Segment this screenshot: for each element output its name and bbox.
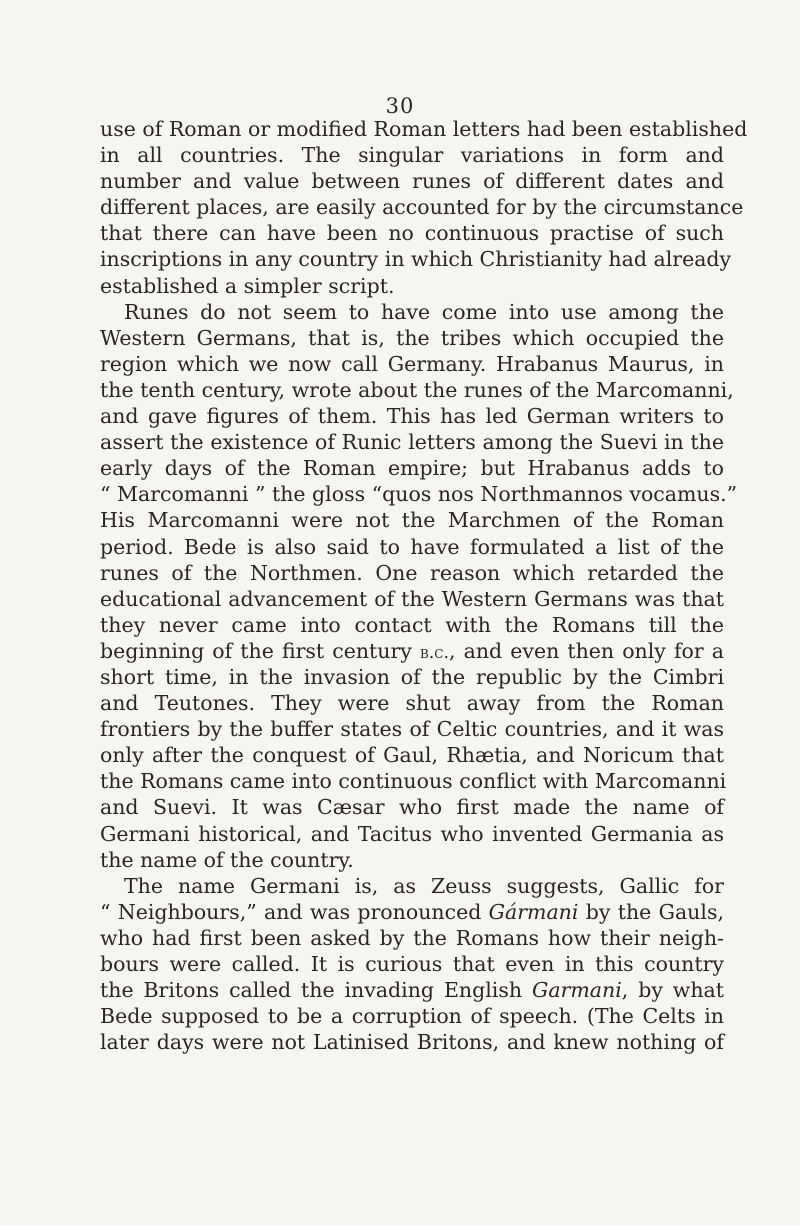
text-line: educational advancement of the Western Germans was that xyxy=(100,586,724,611)
text-line: different places, are easily accounted for by the circumstance xyxy=(100,195,744,220)
text-line: “ Neighbours,” and was pronounced Gármani by the Gauls, xyxy=(100,899,724,924)
text-line: region which we now call Germany. Hrabanus Maurus, in xyxy=(100,351,724,376)
text-line: “ Marcomanni ” the gloss “quos nos Northmannos vocamus.” xyxy=(100,482,738,507)
text-line: they never came into contact with the Romans till the xyxy=(100,612,724,637)
text-line: short time, in the invasion of the republic by the Cimbri xyxy=(100,664,724,689)
text-line: His Marcomanni were not the Marchmen of the Roman xyxy=(100,508,724,533)
text-line: later days were not Latinised Britons, and knew nothing of xyxy=(100,1030,724,1055)
text-line: number and value between runes of different dates and xyxy=(100,169,724,194)
body-text xyxy=(100,116,748,1055)
text-line: The name Germani is, as Zeuss suggests, Gallic for xyxy=(124,873,724,898)
text-line: early days of the Roman empire; but Hrabanus adds to xyxy=(100,456,724,481)
text-line: who had first been asked by the Romans how their neigh- xyxy=(100,925,724,950)
text-line: frontiers by the buffer states of Celtic countries, and it was xyxy=(100,717,724,742)
page-number: 30 xyxy=(385,94,415,118)
text-line: Western Germans, that is, the tribes which occupied the xyxy=(100,325,724,350)
text-line: bours were called. It is curious that even in this country xyxy=(100,952,724,976)
text-line: the Romans came into continuous conflict with Marcomanni xyxy=(100,769,727,794)
text-line: Germani historical, and Tacitus who invented Germania as xyxy=(100,821,724,846)
text-line: Runes do not seem to have come into use among the xyxy=(124,299,724,324)
text-line: inscriptions in any country in which Christianity had already xyxy=(100,247,732,272)
text-line: the name of the country. xyxy=(100,847,354,872)
text-line: in all countries. The singular variations in form and xyxy=(100,143,724,168)
text-line: and Suevi. It was Cæsar who first made the name of xyxy=(100,795,724,820)
text-line: beginning of the first century b.c., and even then only for a xyxy=(100,638,724,663)
text-line: Bede supposed to be a corruption of speech. (The Celts in xyxy=(100,1004,724,1029)
text-line: the Britons called the invading English Garmani, by what xyxy=(100,978,725,1003)
text-line: assert the existence of Runic letters among the Suevi in the xyxy=(100,430,724,455)
text-line: runes of the Northmen. One reason which retarded the xyxy=(100,560,724,585)
text-line: the tenth century, wrote about the runes of the Marcomanni, xyxy=(100,377,734,402)
text-line: that there can have been no continuous practise of such xyxy=(100,221,724,246)
text-line: and gave figures of them. This has led German writers to xyxy=(100,404,724,429)
text-line: and Teutones. They were shut away from the Roman xyxy=(100,691,724,716)
text-line: only after the conquest of Gaul, Rhætia, and Noricum that xyxy=(100,743,724,768)
text-line: period. Bede is also said to have formulated a list of the xyxy=(100,534,724,559)
text-line: established a simpler script. xyxy=(100,273,395,298)
text-line: use of Roman or modified Roman letters had been established xyxy=(100,117,748,141)
